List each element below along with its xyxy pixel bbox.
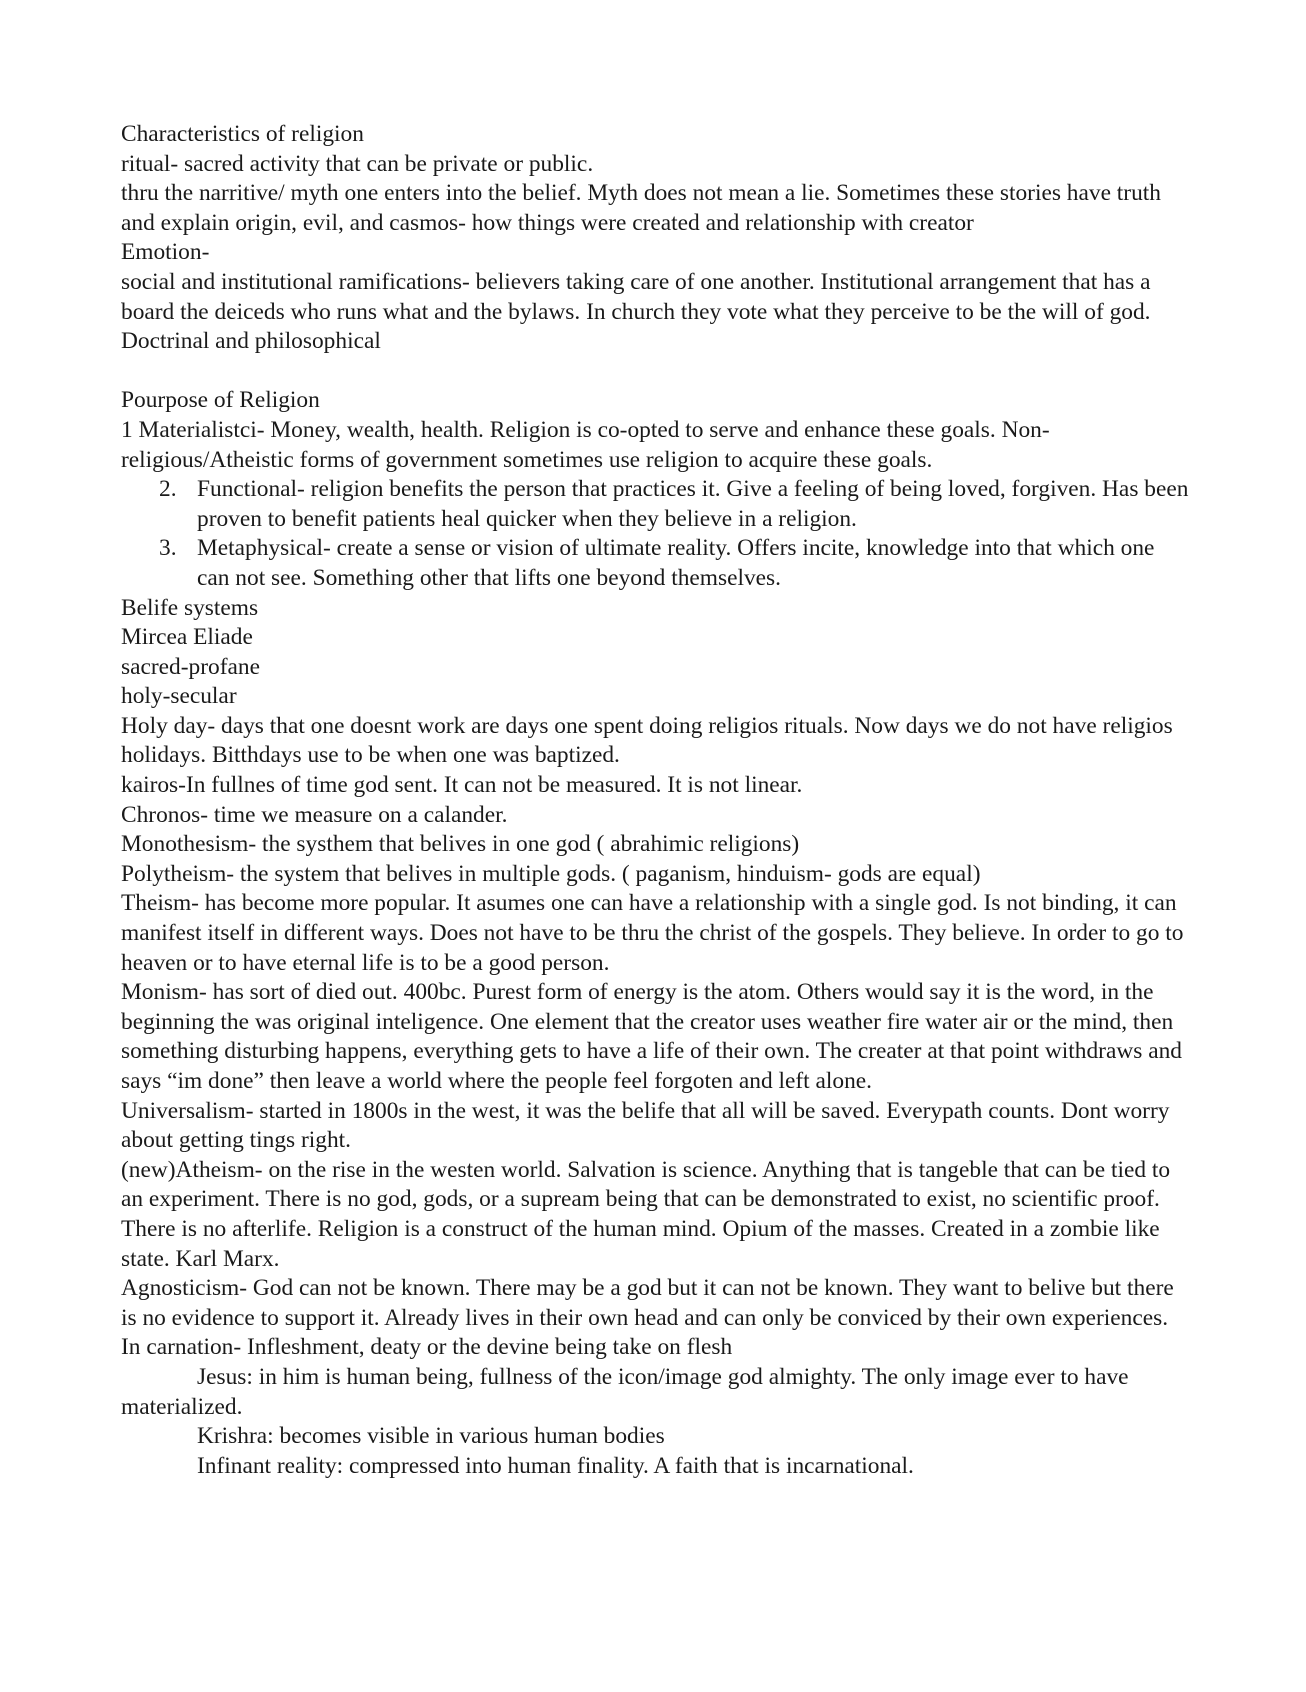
social-paragraph: social and institutional ramifications- believers taking care of one another. Institutional arrangement that has a board the deiceds who runs what and the bylaws. In church they vote what they perceive to be the will of god.	[121, 268, 1151, 325]
agnosticism-paragraph: Agnosticism- God can not be known. There may be a god but it can not be known. They want to belive but there is no evidence to support it. Already lives in their own head and can only be conviced by their own experiences.	[121, 1275, 1174, 1331]
monism-paragraph: Monism- has sort of died out. 400bc. Purest form of energy is the atom. Others would say it is the word, in the beginning the was original inteligence. One element that the creator uses weather fire water air or the mind, then something disturbing happens, everything gets to have a life of their own. The creater at that point withdraws and says “im done” then leave a world where the people feel forgoten and left alone.	[121, 979, 1182, 1094]
blank-line	[121, 357, 1191, 387]
list-text: Metaphysical- create a sense or vision of ultimate reality. Offers incite, knowledge into that which one can not see. Something other that lifts one beyond themselves.	[197, 535, 1155, 591]
list-text: Functional- religion benefits the person that practices it. Give a feeling of being loved, forgiven. Has been proven to benefit patients heal quicker when they believe in a religion.	[197, 476, 1189, 532]
incarnation-paragraph: In carnation- Infleshment, deaty or the devine being take on flesh	[121, 1334, 733, 1361]
purpose-list	[121, 475, 1191, 593]
infinant-paragraph: Infinant reality: compressed into human finality. A faith that is incarnational.	[197, 1452, 914, 1479]
eliade-paragraph: Mircea Eliade	[121, 624, 253, 651]
emotion-paragraph: Emotion-	[121, 239, 210, 266]
atheism-paragraph: (new)Atheism- on the rise in the westen world. Salvation is science. Anything that is tangeble that can be tied to an experiment. There is no god, gods, or a supream being that can be demonstrated to exist, no scientific proof. There is no afterlife. Religion is a construct of the human mind. Opium of the masses. Created in a zombie like state. Karl Marx.	[121, 1156, 1171, 1272]
list-item	[121, 475, 1191, 534]
doctrinal-paragraph: Doctrinal and philosophical	[121, 328, 381, 355]
ritual-paragraph: ritual- sacred activity that can be private or public.	[121, 150, 594, 177]
chronos-paragraph: Chronos- time we measure on a calander.	[121, 801, 508, 828]
belief-heading: Belife systems	[121, 594, 259, 621]
purpose-heading: Pourpose of Religion	[121, 387, 320, 414]
list-number: 2.	[159, 476, 177, 503]
narrative-paragraph: thru the narritive/ myth one enters into the belief. Myth does not mean a lie. Sometimes these stories have truth and explain origin, evil, and casmos- how things were created and relationship with creator	[121, 180, 1161, 236]
kairos-paragraph: kairos-In fullnes of time god sent. It can not be measured. It is not linear.	[121, 772, 803, 799]
monotheism-paragraph: Monothesism- the systhem that belives in one god ( abrahimic religions)	[121, 831, 800, 858]
document-body	[121, 120, 1191, 1481]
materialistic-paragraph: 1 Materialistci- Money, wealth, health. Religion is co-opted to serve and enhance these goals. Non-religious/Atheistic forms of government sometimes use religion to acquire these goals.	[121, 416, 1050, 473]
polytheism-paragraph: Polytheism- the system that belives in multiple gods. ( paganism, hinduism- gods are equal)	[121, 860, 981, 887]
characteristics-heading: Characteristics of religion	[121, 121, 364, 147]
holy-secular-paragraph: holy-secular	[121, 683, 237, 710]
list-item	[121, 534, 1191, 593]
sacred-profane-paragraph: sacred-profane	[121, 653, 260, 680]
list-number: 3.	[159, 535, 177, 562]
holy-day-paragraph: Holy day- days that one doesnt work are days one spent doing religios rituals. Now days we do not have religios holidays. Bitthdays use to be when one was baptized.	[121, 712, 1173, 769]
krishna-paragraph: Krishra: becomes visible in various human bodies	[197, 1423, 665, 1450]
jesus-paragraph: Jesus: in him is human being, fullness of the icon/image god almighty. The only image ever to have materialized.	[121, 1363, 1129, 1420]
theism-paragraph: Theism- has become more popular. It asumes one can have a relationship with a single god. Is not binding, it can manifest itself in different ways. Does not have to be thru the christ of the gospels. They believe. In order to go to heaven or to have eternal life is to be a good person.	[121, 890, 1184, 976]
universalism-paragraph: Universalism- started in 1800s in the west, it was the belife that all will be saved. Everypath counts. Dont worry about getting tings right.	[121, 1097, 1170, 1154]
